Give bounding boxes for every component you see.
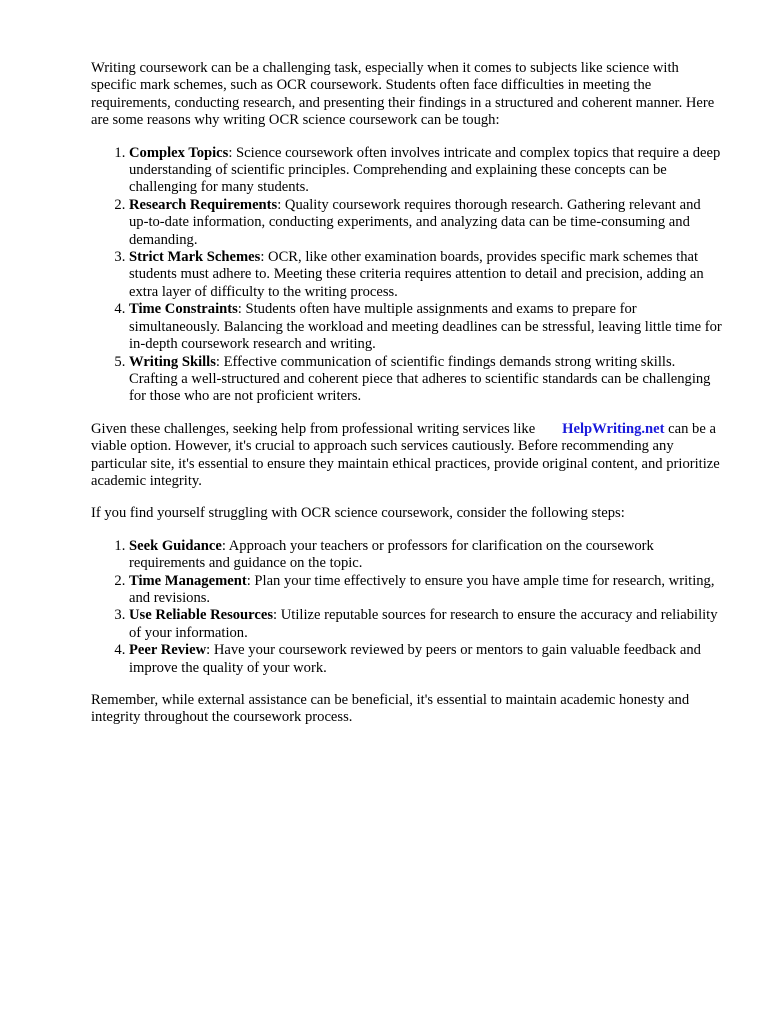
services-paragraph (91, 421, 723, 491)
reason-text: OCR, like other examination boards, provides specific mark schemes that students must adhere to. Meeting these criteria requires attention to detail and precision, adding an extra layer of difficulty to the writing process. (129, 249, 704, 300)
reason-item (129, 249, 723, 301)
step-term: Peer Review (129, 642, 207, 659)
step-item (129, 642, 723, 677)
step-text: Plan your time effectively to ensure you have ample time for research, writing, and revisions. (129, 572, 715, 606)
reason-text: Science coursework often involves intricate and complex topics that require a deep understanding of scientific principles. Comprehending and explaining these concepts can be challenging for many students. (129, 144, 721, 196)
step-item (129, 573, 723, 608)
reason-item (129, 197, 723, 249)
steps-list (91, 538, 723, 677)
step-term: Time Management (129, 572, 247, 589)
step-text: Utilize reputable sources for research to ensure the accuracy and reliability of your information. (129, 607, 718, 641)
reason-text: Students often have multiple assignments and exams to prepare for simultaneously. Balancing the workload and meeting deadlines can be stressful, leaving little time for in-depth coursework research and writing. (129, 301, 722, 353)
document-body (91, 60, 723, 742)
closing-paragraph: Remember, while external assistance can be beneficial, it's essential to maintain academic honesty and integrity throughout the coursework process. (91, 692, 690, 726)
reason-term: Time Constraints (129, 301, 238, 318)
step-separator: : (206, 642, 211, 659)
reason-separator: : (277, 196, 282, 213)
step-term: Use Reliable Resources (129, 607, 274, 624)
reason-term: Research Requirements (129, 196, 278, 213)
step-separator: : (221, 537, 226, 554)
reason-separator: : (215, 353, 220, 370)
helpwriting-link[interactable]: HelpWriting.net (562, 420, 665, 437)
reason-separator: : (228, 144, 233, 161)
step-text: Approach your teachers or professors for clarification on the coursework requirements and guidance on the topic. (129, 537, 654, 572)
step-term: Seek Guidance (129, 537, 222, 554)
reason-item (129, 354, 723, 406)
step-separator: : (273, 607, 278, 624)
step-item (129, 538, 723, 573)
steps-intro-paragraph: If you find yourself struggling with OCR science coursework, consider the following steps: (91, 505, 625, 522)
reason-term: Writing Skills (129, 353, 216, 370)
reason-text: Quality coursework requires thorough research. Gathering relevant and up-to-date information, conducting experiments, and analyzing data can be time-consuming and demanding. (129, 196, 701, 248)
intro-paragraph: Writing coursework can be a challenging task, especially when it comes to subjects like science with specific mark schemes, such as OCR coursework. Students often face difficulties in meeting the requirements, conducting research, and presenting their findings in a structured and coherent manner. Here are some reasons why writing OCR science coursework can be tough: (91, 60, 715, 129)
reason-term: Complex Topics (129, 144, 229, 161)
reason-separator: : (260, 249, 265, 266)
step-item (129, 607, 723, 642)
step-text: Have your coursework reviewed by peers or mentors to gain valuable feedback and improve the quality of your work. (129, 642, 701, 676)
reason-item (129, 145, 723, 197)
reason-text: Effective communication of scientific findings demands strong writing skills. Crafting a well-structured and coherent piece that adheres to scientific standards can be challenging for those who are not proficient writers. (129, 353, 711, 405)
reason-separator: : (237, 301, 242, 318)
step-separator: : (246, 572, 251, 589)
services-text-before: Given these challenges, seeking help from professional writing services like (91, 420, 536, 437)
reasons-list (91, 145, 723, 406)
reason-term: Strict Mark Schemes (129, 249, 261, 266)
services-text-after: can be a viable option. However, it's crucial to approach such services cautiously. Before recommending any particular site, it's essential to ensure they maintain ethical practices, provide original content, and prioritize academic integrity. (91, 420, 720, 489)
reason-item (129, 301, 723, 353)
